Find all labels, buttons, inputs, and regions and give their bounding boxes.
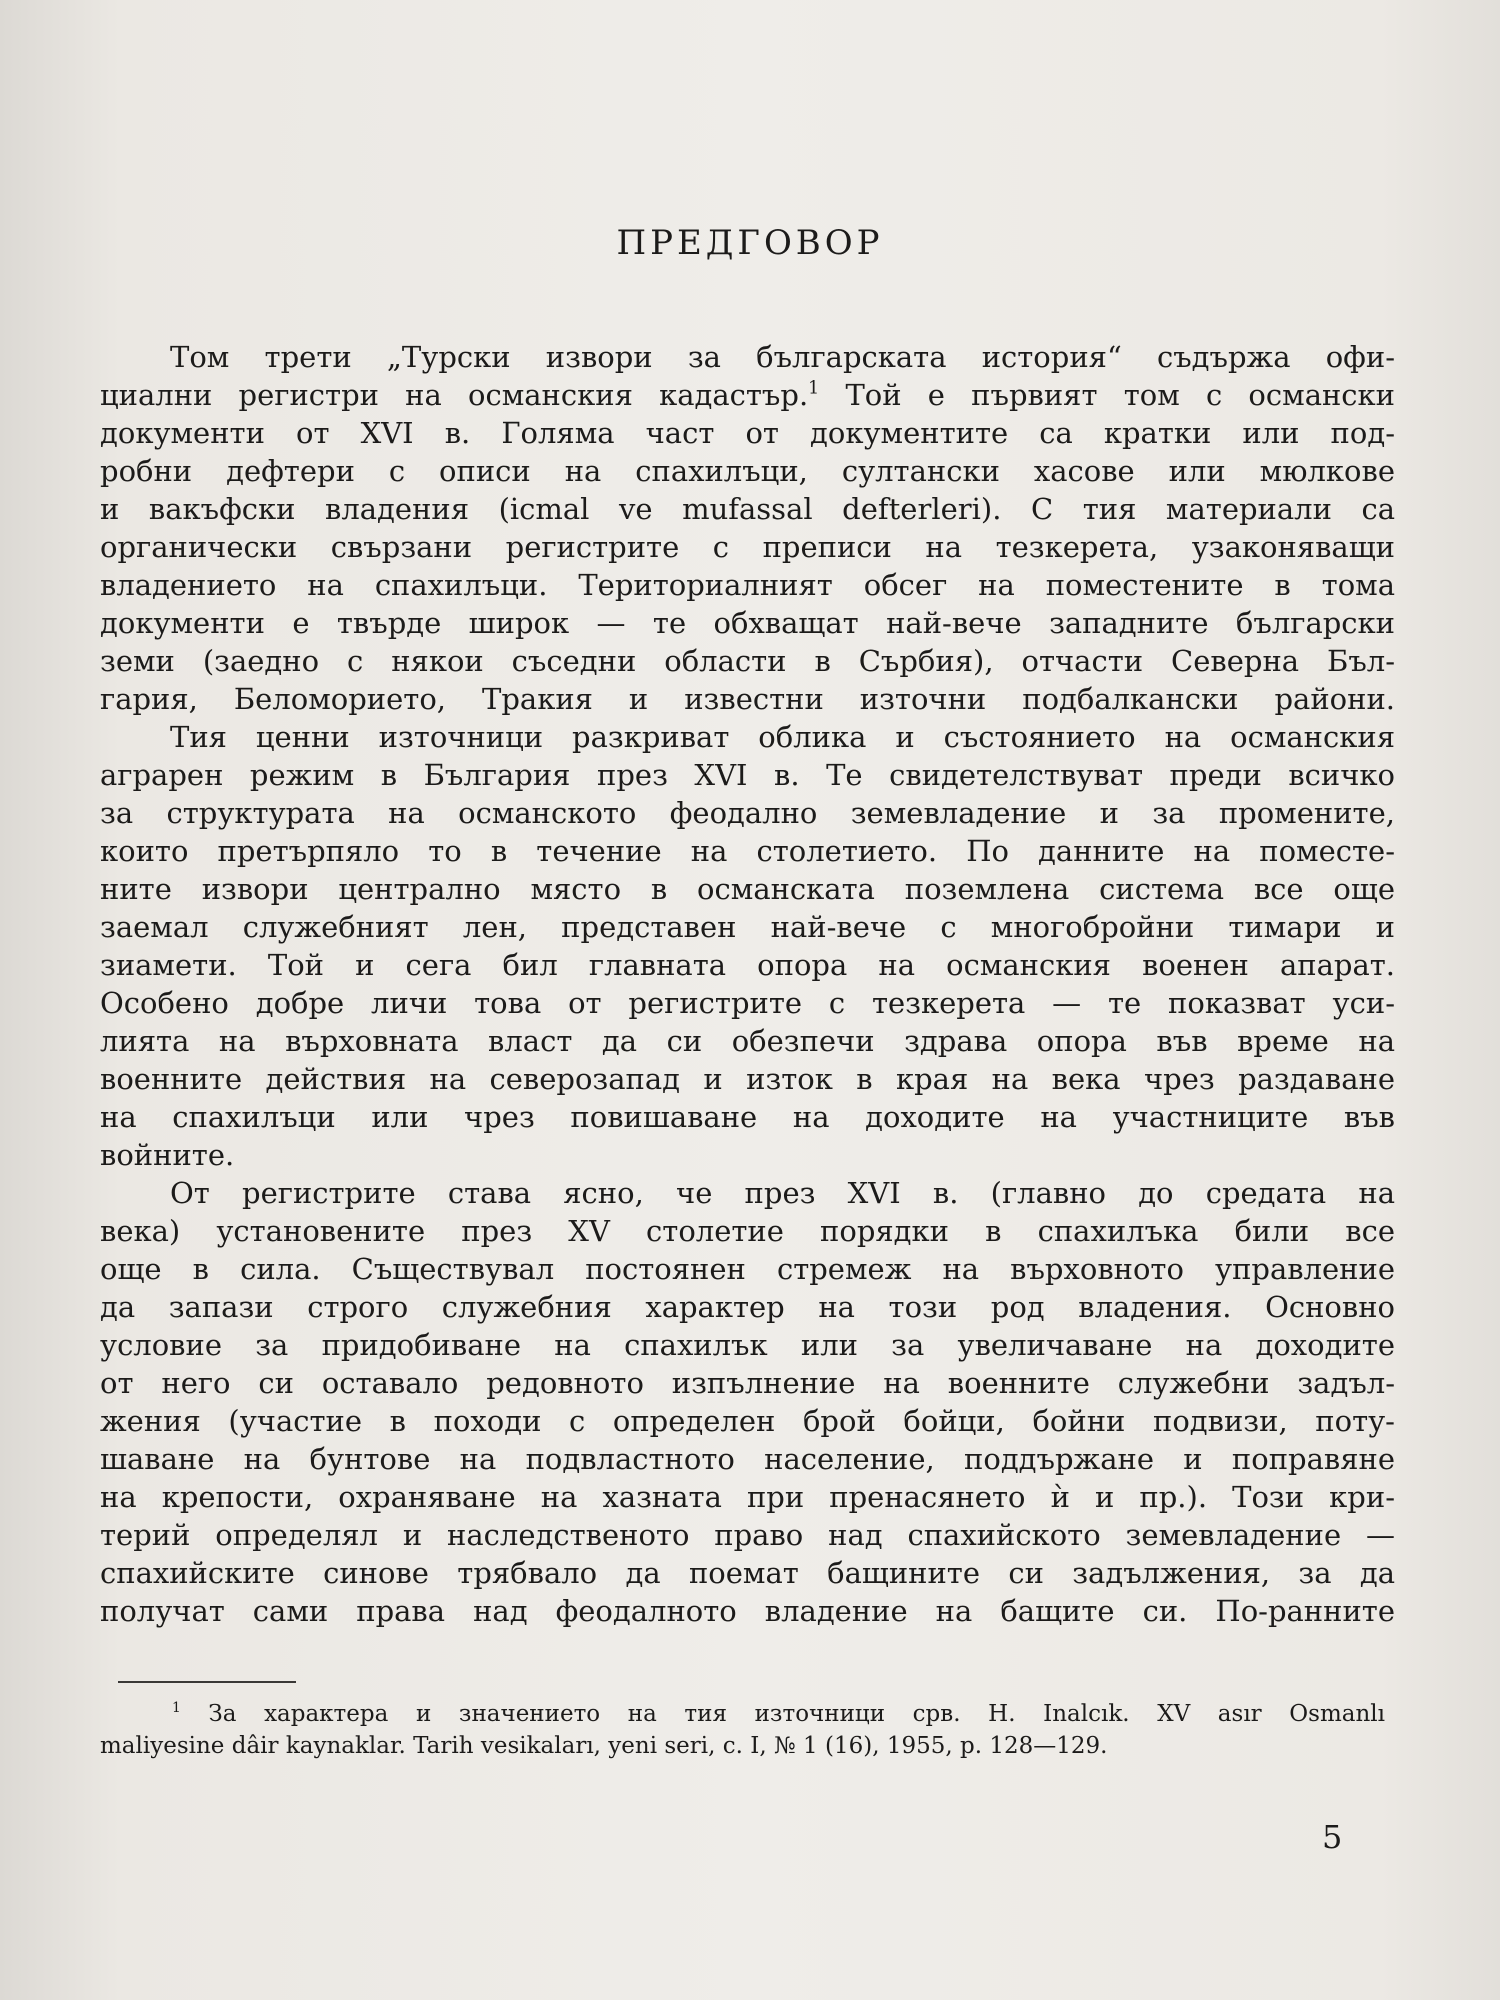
text-line: още в сила. Съществувал постоянен стремеж на върховното управление <box>100 1252 1395 1286</box>
text-line: да запази строго служебния характер на този род владения. Основно <box>100 1290 1395 1324</box>
text-line: документи е твърде широк — те обхващат най-вече западните български <box>100 606 1395 640</box>
footnote-text: За характера и значението на тия източници срв. H. Inalcık. XV asır Osmanlı <box>208 1701 1385 1727</box>
page-number: 5 <box>1322 1818 1343 1856</box>
text-line: Тия ценни източници разкриват облика и състоянието на османския <box>170 720 1395 754</box>
text-line: Том трети „Турски извори за българската история“ съдържа офи- <box>170 340 1395 374</box>
text-line: жения (участие в походи с определен брой бойци, бойни подвизи, поту- <box>100 1404 1395 1438</box>
footnote-line: maliyesine dâir kaynaklar. Tarih vesikaları, yeni seri, c. I, № 1 (16), 1955, p. 128—129. <box>100 1733 1108 1759</box>
text-fragment: циални регистри на османския кадастър. <box>100 378 809 412</box>
text-line: войните. <box>100 1138 235 1172</box>
text-line: получат сами права над феодалното владение на бащите си. По-ранните <box>100 1594 1395 1628</box>
text-line: гария, Беломорието, Тракия и известни източни подбалкански райони. <box>100 682 1395 716</box>
text-line <box>100 376 1395 414</box>
footnote-ref: 1 <box>808 378 820 399</box>
text-line: Особено добре личи това от регистрите с тезкерета — те показват уси- <box>100 986 1395 1020</box>
text-line: владението на спахилъци. Териториалният обсег на поместените в тома <box>100 568 1395 602</box>
text-line: лията на върховната власт да си обезпечи здрава опора във време на <box>100 1024 1395 1058</box>
footnote-marker: 1 <box>172 1700 181 1717</box>
text-line: спахийските синове трябвало да поемат бащините си задължения, за да <box>100 1556 1395 1590</box>
text-line: зиамети. Той и сега бил главната опора на османския военен апарат. <box>100 948 1395 982</box>
footnote-divider <box>118 1681 296 1683</box>
text-line: аграрен режим в България през XVI в. Те свидетелствуват преди всичко <box>100 758 1395 792</box>
text-line: органически свързани регистрите с преписи на тезкерета, узаконяващи <box>100 530 1395 564</box>
footnote-line <box>100 1698 1385 1730</box>
page-title: ПРЕДГОВОР <box>616 222 884 263</box>
text-line: документи от XVI в. Голяма част от документите са кратки или под- <box>100 416 1395 450</box>
text-line: От регистрите става ясно, че през XVI в. (главно до средата на <box>170 1176 1395 1210</box>
text-line: века) установените през XV столетие порядки в спахилъка били все <box>100 1214 1395 1248</box>
text-line: военните действия на северозапад и изток в края на века чрез раздаване <box>100 1062 1395 1096</box>
text-line: от него си оставало редовното изпълнение на военните служебни задъл- <box>100 1366 1395 1400</box>
text-line: за структурата на османското феодално земевладение и за промените, <box>100 796 1395 830</box>
text-line: робни дефтери с описи на спахилъци, султански хасове или мюлкове <box>100 454 1395 488</box>
footnote <box>100 1698 1385 1762</box>
text-line: земи (заедно с някои съседни области в Сърбия), отчасти Северна Бъл- <box>100 644 1395 678</box>
text-line: ните извори централно място в османската поземлена система все още <box>100 872 1395 906</box>
text-line: терий определял и наследственото право над спахийското земевладение — <box>100 1518 1395 1552</box>
body-text <box>100 338 1395 1630</box>
text-line: шаване на бунтове на подвластното население, поддържане и поправяне <box>100 1442 1395 1476</box>
text-line: на спахилъци или чрез повишаване на доходите на участниците във <box>100 1100 1395 1134</box>
text-fragment: Той е първият том с османски <box>845 378 1396 412</box>
text-line: условие за придобиване на спахилък или за увеличаване на доходите <box>100 1328 1395 1362</box>
text-line: които претърпяло то в течение на столетието. По данните на поместе- <box>100 834 1395 868</box>
text-line: и вакъфски владения (icmal ve mufassal defterleri). С тия материали са <box>100 492 1395 526</box>
text-line: заемал служебният лен, представен най-вече с многобройни тимари и <box>100 910 1395 944</box>
text-line: на крепости, охраняване на хазната при пренасянето ѝ и пр.). Този кри- <box>100 1480 1395 1514</box>
